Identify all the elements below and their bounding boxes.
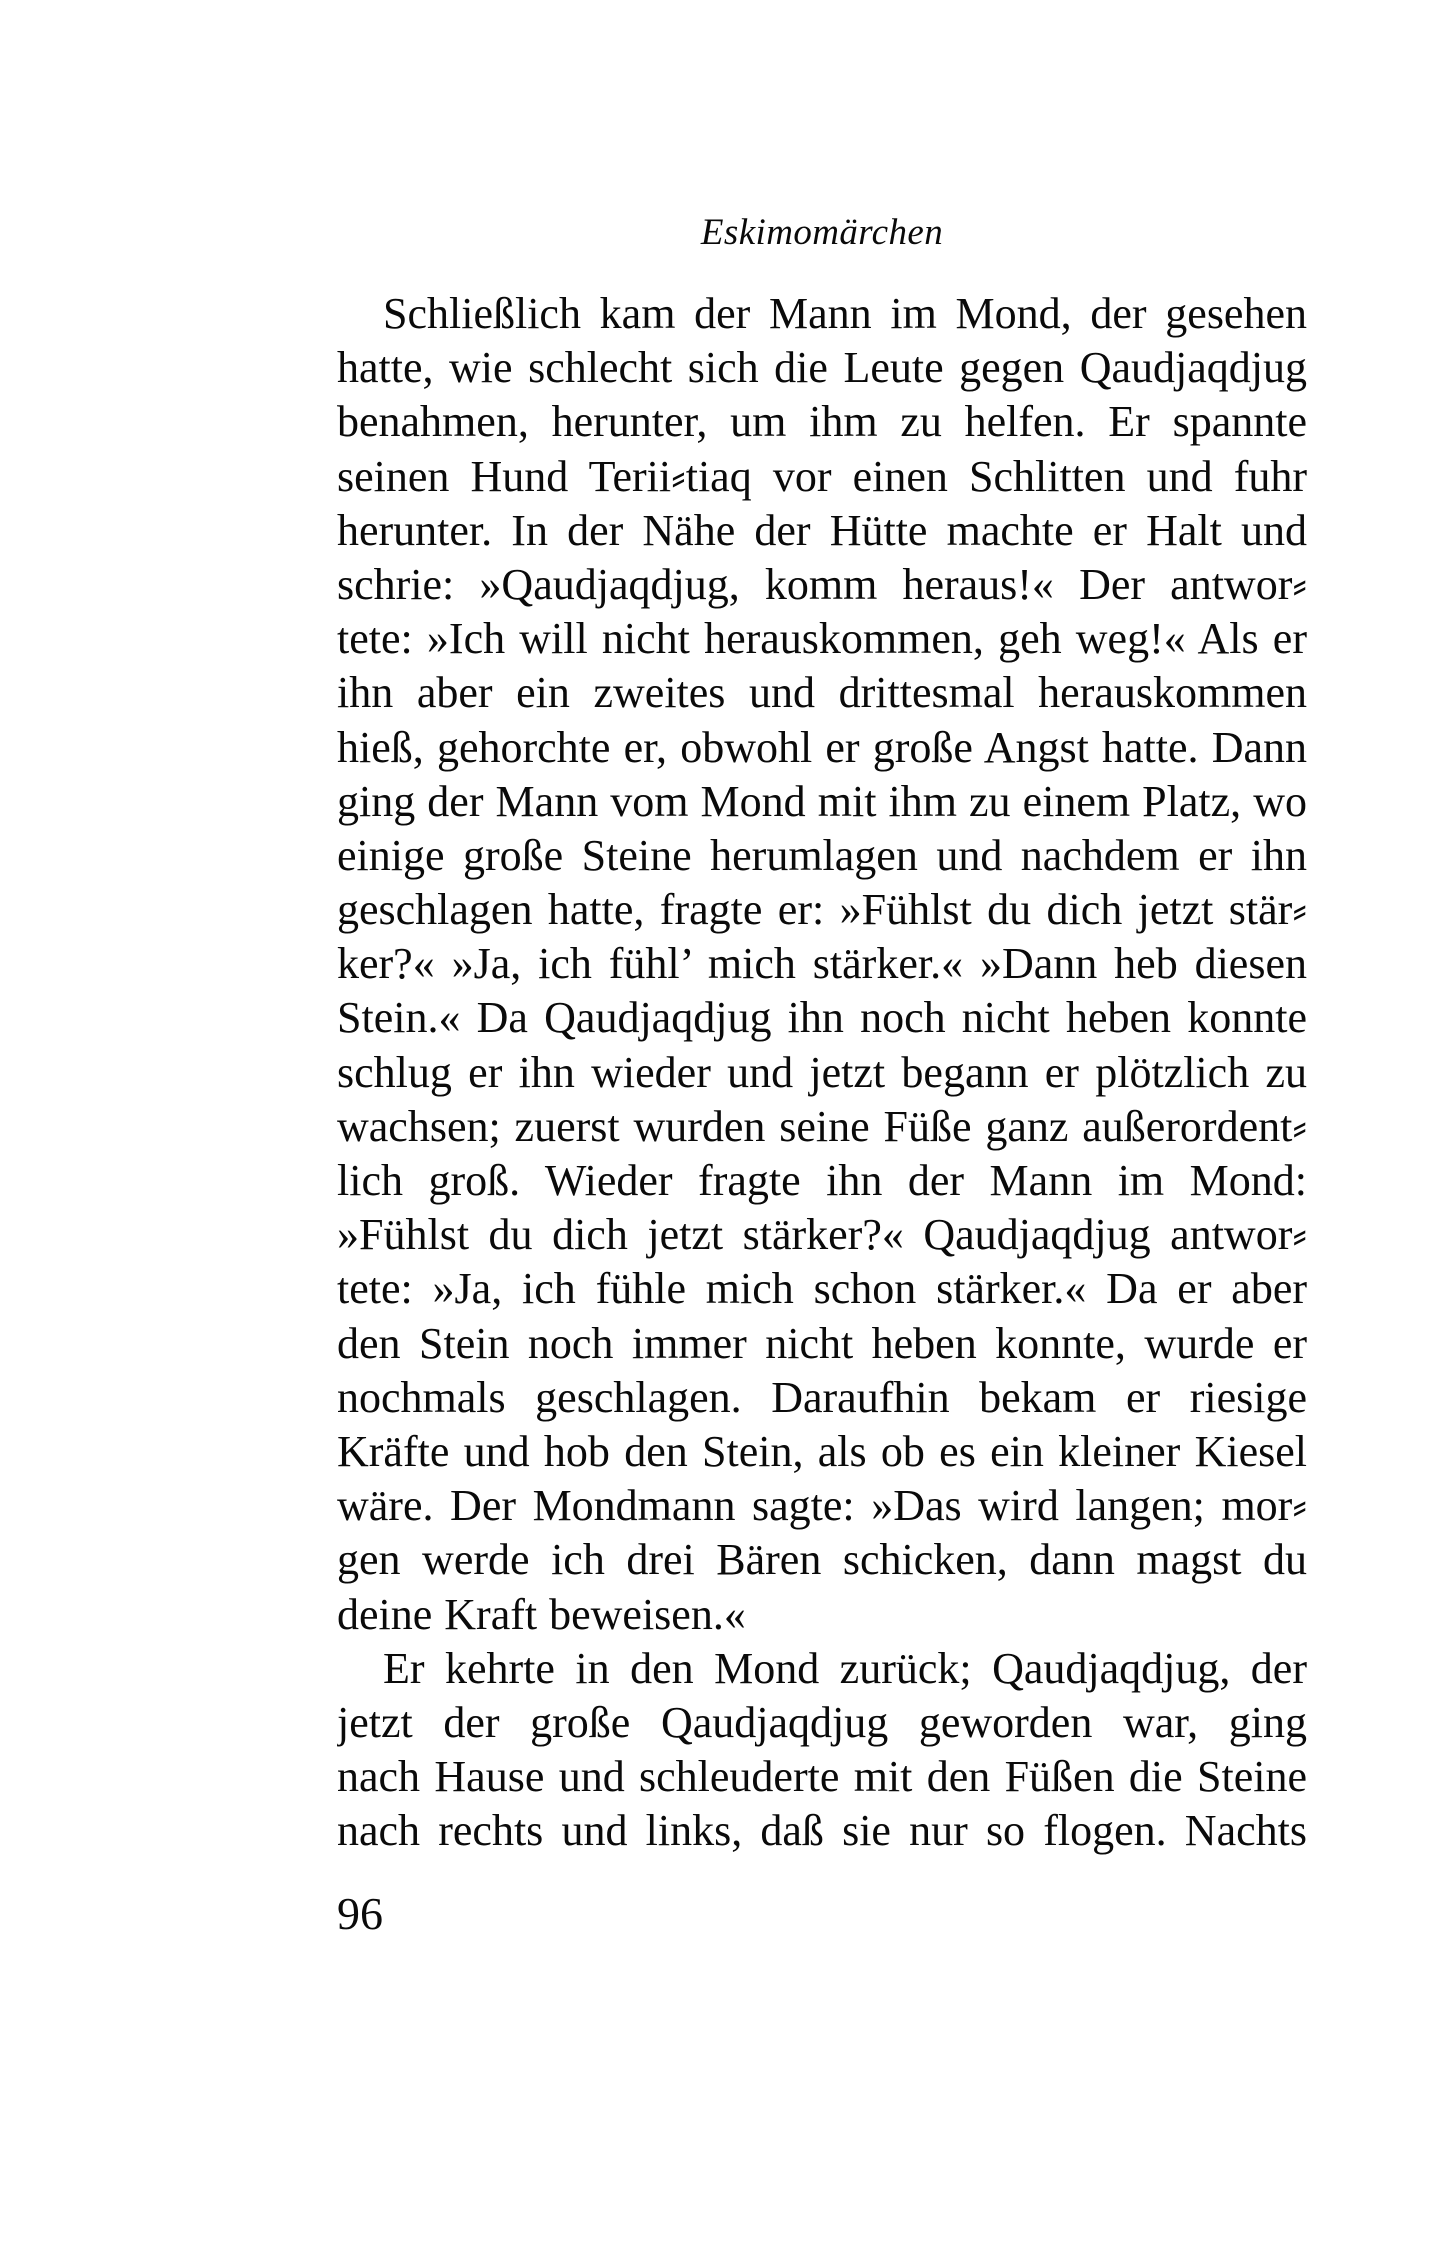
text-line: hieß, gehorchte er, obwohl er große Angst hatte. Dann	[337, 722, 1307, 772]
text-line: nach rechts und links, daß sie nur so flogen. Nachts	[337, 1806, 1307, 1856]
text-line: hatte, wie schlecht sich die Leute gegen Qaudjaqdjug	[337, 343, 1307, 393]
text-line: benahmen, herunter, um ihm zu helfen. Er spannte	[337, 397, 1307, 447]
text-line: schlug er ihn wieder und jetzt begann er plötzlich zu	[337, 1047, 1307, 1097]
text-line: Stein.« Da Qaudjaqdjug ihn noch nicht heben konnte	[337, 993, 1307, 1043]
text-line: wäre. Der Mondmann sagte: »Das wird langen; mor⸗	[337, 1481, 1307, 1531]
text-line: einige große Steine herumlagen und nachdem er ihn	[337, 830, 1307, 880]
text-line: tete: »Ich will nicht herauskommen, geh weg!« Als er	[337, 614, 1307, 664]
text-block	[337, 287, 1307, 1858]
text-line: lich groß. Wieder fragte ihn der Mann im Mond:	[337, 1156, 1307, 1205]
text-line: ihn aber ein zweites und drittesmal herauskommen	[337, 668, 1307, 718]
text-line: geschlagen hatte, fragte er: »Fühlst du dich jetzt stär⸗	[337, 885, 1307, 935]
text-line: Schließlich kam der Mann im Mond, der gesehen	[383, 289, 1307, 338]
text-line: Kräfte und hob den Stein, als ob es ein kleiner Kiesel	[337, 1426, 1307, 1476]
text-line: seinen Hund Terii⸗tiaq vor einen Schlitten und fuhr	[337, 451, 1307, 501]
text-line: nach Hause und schleuderte mit den Füßen die Steine	[337, 1752, 1307, 1802]
running-header: Eskimomärchen	[700, 212, 944, 253]
text-line: den Stein noch immer nicht heben konnte, wurde er	[337, 1318, 1307, 1368]
text-line: tete: »Ja, ich fühle mich schon stärker.« Da er aber	[337, 1264, 1307, 1314]
text-line: jetzt der große Qaudjaqdjug geworden war, ging	[337, 1697, 1307, 1747]
text-line: wachsen; zuerst wurden seine Füße ganz außerordent⸗	[337, 1101, 1307, 1151]
text-line: deine Kraft beweisen.«	[337, 1589, 746, 1639]
text-line: ker?« »Ja, ich fühl’ mich stärker.« »Dann heb diesen	[337, 939, 1307, 989]
text-line: ging der Mann vom Mond mit ihm zu einem Platz, wo	[337, 776, 1307, 826]
page-number: 96	[337, 1888, 383, 1939]
text-line: schrie: »Qaudjaqdjug, komm heraus!« Der antwor⸗	[337, 559, 1307, 609]
text-line: Er kehrte in den Mond zurück; Qaudjaqdjug, der	[383, 1643, 1307, 1693]
text-line: »Fühlst du dich jetzt stärker?« Qaudjaqdjug antwor⸗	[337, 1210, 1307, 1260]
text-line: nochmals geschlagen. Daraufhin bekam er riesige	[337, 1372, 1307, 1422]
text-line: gen werde ich drei Bären schicken, dann magst du	[337, 1535, 1307, 1585]
text-line: herunter. In der Nähe der Hütte machte er Halt und	[337, 505, 1307, 555]
